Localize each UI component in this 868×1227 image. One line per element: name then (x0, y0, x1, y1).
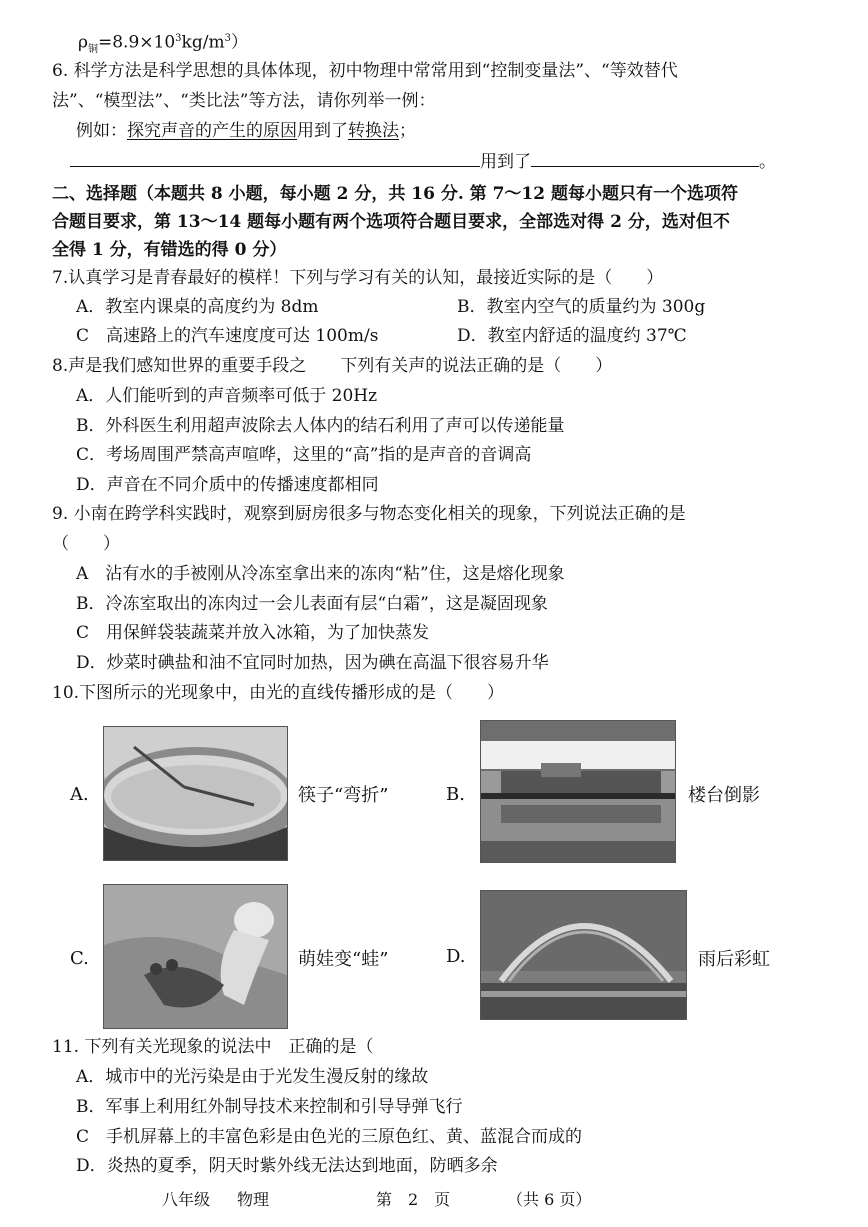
q7-stem: 7.认真学习是青春最好的模样！下列与学习有关的认知，最接近实际的是（ ） (52, 268, 664, 288)
footer-page-number: 第 2 页 (376, 1190, 451, 1209)
rho-unit-exponent: 3 (224, 33, 231, 44)
section2-line1: 二、选择题（本题共 8 小题，每小题 2 分，共 16 分. 第 7～12 题每小题只有一个选项符 (52, 184, 738, 204)
q7-option-b[interactable]: B．教室内空气的质量约为 300g (457, 297, 706, 317)
rho-value: =8.9×10 (98, 32, 176, 53)
q6-blank-method[interactable] (531, 150, 759, 167)
rho-symbol: ρ (78, 32, 88, 53)
q7-option-a[interactable]: A．教室内课桌的高度约为 8dm (76, 297, 319, 317)
q9-stem-paren: （ ） (52, 534, 120, 554)
footer-total-pages: （共 6 页） (507, 1190, 592, 1209)
density-formula (78, 28, 248, 61)
q6-example-prefix: 例如： (76, 121, 127, 141)
q6-blank-end: 。 (759, 152, 776, 172)
pavilion-reflection-image (481, 721, 675, 862)
q10-option-c-image[interactable] (103, 884, 288, 1029)
q6-blank-example[interactable] (70, 150, 480, 167)
q8-option-c[interactable]: C．考场周围严禁高声喧哗，这里的“高”指的是声音的音调高 (76, 445, 532, 465)
q10-option-a-letter[interactable]: A. (70, 784, 89, 805)
q10-option-b-caption: 楼台倒影 (688, 785, 760, 806)
q6-answer-line (70, 150, 776, 173)
q10-stem: 10.下图所示的光现象中，由光的直线传播形成的是（ ） (52, 683, 505, 703)
rainbow-image (481, 891, 686, 1019)
q7-option-d[interactable]: D．教室内舒适的温度约 37℃ (457, 326, 687, 346)
q6-example-method: 转换法 (348, 121, 399, 141)
rho-unit: kg/m (181, 32, 225, 53)
bowl-chopsticks-image (104, 727, 287, 860)
q6-example (76, 120, 416, 142)
q10-option-c-caption: 萌娃变“蛙” (298, 949, 389, 970)
rho-exponent: 3 (175, 33, 182, 44)
q7-option-c[interactable]: C 高速路上的汽车速度度可达 100m/s (76, 326, 379, 346)
q9-option-c[interactable]: C 用保鲜袋装蔬菜并放入冰箱，为了加快蒸发 (76, 623, 430, 643)
q9-option-a[interactable]: A 沾有水的手被刚从冷冻室拿出来的冻肉“粘”住，这是熔化现象 (76, 564, 565, 584)
q10-option-d-letter[interactable]: D. (446, 946, 466, 967)
q6-line1: 6. 科学方法是科学思想的具体体现，初中物理中常常用到“控制变量法”、“等效替代 (52, 61, 678, 81)
q10-option-b-letter[interactable]: B. (446, 784, 465, 805)
footer-subject: 物理 (237, 1190, 270, 1209)
q11-stem: 11. 下列有关光现象的说法中 正确的是（ (52, 1037, 374, 1057)
q10-option-a-image[interactable] (103, 726, 288, 861)
q6-blank-mid: 用到了 (480, 152, 531, 172)
q6-example-end: ； (399, 121, 416, 141)
q11-option-c[interactable]: C 手机屏幕上的丰富色彩是由色光的三原色红、黄、蓝混合而成的 (76, 1127, 583, 1147)
q6-line2: 法”、“模型法”、“类比法”等方法，请你列举一例： (52, 91, 436, 111)
q10-option-d-caption: 雨后彩虹 (698, 949, 770, 970)
q8-option-b[interactable]: B．外科医生利用超声波除去人体内的结石利用了声可以传递能量 (76, 416, 565, 436)
q10-option-d-image[interactable] (480, 890, 687, 1020)
q10-option-b-image[interactable] (480, 720, 676, 863)
rho-close: ） (230, 32, 248, 53)
q11-option-a[interactable]: A．城市中的光污染是由于光发生漫反射的缘故 (76, 1067, 429, 1087)
q8-option-a[interactable]: A．人们能听到的声音频率可低于 20Hz (76, 386, 378, 406)
section2-line2: 合题目要求，第 13～14 题每小题有两个选项符合题目要求，全部选对得 2 分，选对但不 (52, 212, 730, 232)
q8-option-d[interactable]: D．声音在不同介质中的传播速度都相同 (76, 475, 379, 495)
q6-example-topic: 探究声音的产生的原因 (127, 121, 297, 141)
q9-option-d[interactable]: D．炒菜时碘盐和油不宜同时加热，因为碘在高温下很容易升华 (76, 653, 549, 673)
rho-subscript: 铜 (88, 44, 98, 56)
footer-grade: 八年级 (162, 1190, 211, 1209)
section2-line3: 全得 1 分，有错选的得 0 分） (52, 240, 287, 260)
q11-option-b[interactable]: B．军事上利用红外制导技术来控制和引导导弹飞行 (76, 1097, 463, 1117)
q9-stem: 9. 小南在跨学科实践时，观察到厨房很多与物态变化相关的现象，下列说法正确的是 (52, 504, 686, 524)
q11-option-d[interactable]: D．炎热的夏季，阴天时紫外线无法达到地面，防晒多余 (76, 1156, 498, 1176)
q6-example-mid: 用到了 (297, 121, 348, 141)
q8-stem: 8.声是我们感知世界的重要手段之 下列有关声的说法正确的是（ ） (52, 356, 613, 376)
q9-option-b[interactable]: B．冷冻室取出的冻肉过一会儿表面有层“白霜”，这是凝固现象 (76, 594, 548, 614)
q10-option-c-letter[interactable]: C. (70, 948, 89, 969)
child-frog-shadow-image (104, 885, 287, 1028)
q10-option-a-caption: 筷子“弯折” (298, 785, 389, 806)
